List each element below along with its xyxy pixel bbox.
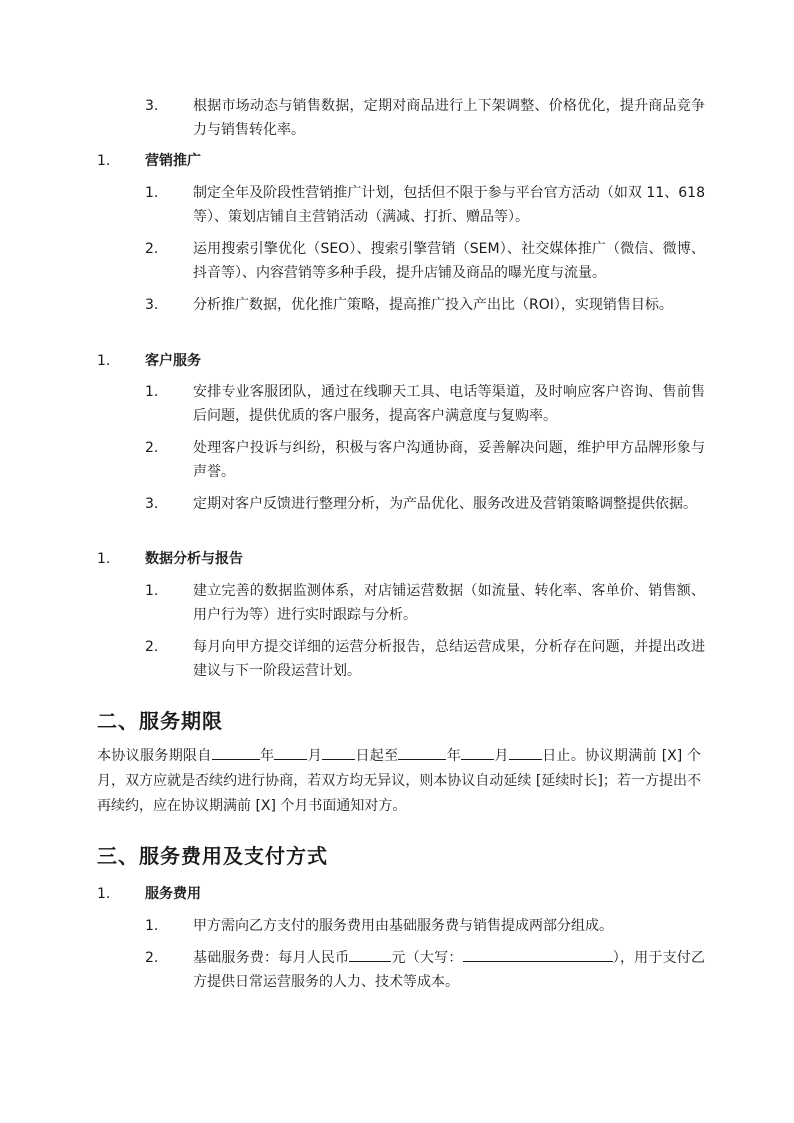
section-number: 1.	[97, 353, 111, 369]
year-blank	[212, 744, 260, 760]
section-heading-marketing	[97, 150, 697, 172]
section-title: 营销推广	[145, 153, 201, 169]
heading-service-term: 二、服务期限	[97, 709, 223, 733]
section-number: 1.	[97, 886, 111, 902]
item-number: 2.	[145, 241, 159, 257]
list-item	[145, 380, 705, 428]
item-number: 2.	[145, 639, 159, 655]
item-number: 3.	[145, 98, 159, 114]
list-item	[145, 914, 705, 938]
section-number: 1.	[97, 551, 111, 567]
month-blank	[461, 744, 494, 760]
fee-text: 元（大写：	[391, 950, 463, 966]
item-text: 运用搜索引擎优化（SEO）、搜索引擎营销（SEM）、社交媒体推广（微信、微博、抖音等）、内容营销等多种手段，提升店铺及商品的曝光度与流量。	[193, 241, 705, 281]
month-blank	[274, 744, 307, 760]
item-text	[193, 946, 705, 994]
list-item	[145, 946, 705, 994]
item-text: 甲方需向乙方支付的服务费用由基础服务费与销售提成两部分组成。	[193, 918, 613, 934]
item-text: 安排专业客服团队，通过在线聊天工具、电话等渠道，及时响应客户咨询、售前售后问题，提供优质的客户服务，提高客户满意度与复购率。	[193, 384, 705, 424]
item-text: 每月向甲方提交详细的运营分析报告，总结运营成果，分析存在问题，并提出改进建议与下一阶段运营计划。	[193, 639, 705, 679]
amount-blank	[349, 946, 391, 962]
item-number: 1.	[145, 583, 159, 599]
section-heading-data-analysis	[97, 548, 697, 570]
term-text: 月	[307, 748, 323, 764]
list-item	[145, 492, 705, 516]
term-text: 日起至	[355, 748, 399, 764]
section-number: 1.	[97, 153, 111, 169]
section-heading-service-fees	[97, 883, 697, 905]
section-title: 数据分析与报告	[145, 551, 243, 567]
list-item	[145, 237, 705, 285]
item-number: 3.	[145, 297, 159, 313]
item-number: 1.	[145, 384, 159, 400]
term-text: 年	[259, 748, 275, 764]
list-item	[145, 293, 705, 317]
item-text: 制定全年及阶段性营销推广计划，包括但不限于参与平台官方活动（如双 11、618 等）、策划店铺自主营销活动（满减、打折、赠品等）。	[193, 185, 705, 225]
day-blank	[322, 744, 355, 760]
list-item	[145, 436, 705, 484]
term-text: 本协议服务期限自	[97, 748, 212, 764]
section-heading-customer-service	[97, 350, 697, 372]
item-number: 1.	[145, 185, 159, 201]
item-number: 3.	[145, 496, 159, 512]
item-number: 2.	[145, 950, 159, 966]
term-text: 日止。协议期满前 [X] 个月，双方应就是否续约进行协商，若双方均无异议，则本协议自动延续 [延续时长]；若一方提出不再续约，应在协议期满前 [X] 个月书面通知对方。	[97, 748, 702, 814]
item-text: 分析推广数据，优化推广策略，提高推广投入产出比（ROI），实现销售目标。	[193, 297, 673, 313]
fee-text: 基础服务费：每月人民币	[193, 950, 350, 966]
section-title: 客户服务	[145, 353, 201, 369]
list-item	[145, 94, 705, 142]
heading-fees-payment: 三、服务费用及支付方式	[97, 844, 328, 868]
term-text: 年	[446, 748, 462, 764]
term-text: 月	[494, 748, 509, 764]
item-text: 定期对客户反馈进行整理分析，为产品优化、服务改进及营销策略调整提供依据。	[193, 496, 697, 512]
list-item	[145, 181, 705, 229]
item-number: 2.	[145, 440, 159, 456]
section-title: 服务费用	[145, 886, 201, 902]
item-text: 处理客户投诉与纠纷，积极与客户沟通协商，妥善解决问题，维护甲方品牌形象与声誉。	[193, 440, 705, 480]
list-item	[145, 579, 705, 627]
amount-in-words-blank	[463, 946, 613, 962]
service-term-paragraph	[97, 744, 701, 819]
year-blank	[398, 744, 446, 760]
item-number: 1.	[145, 918, 159, 934]
item-text: 建立完善的数据监测体系，对店铺运营数据（如流量、转化率、客单价、销售额、用户行为等）进行实时跟踪与分析。	[193, 583, 705, 623]
list-item	[145, 635, 705, 683]
day-blank	[509, 744, 542, 760]
item-text: 根据市场动态与销售数据，定期对商品进行上下架调整、价格优化，提升商品竞争力与销售转化率。	[193, 98, 705, 138]
fee-text: ），用于支付乙方提供日常运营服务的人力、技术等成本。	[193, 950, 706, 990]
